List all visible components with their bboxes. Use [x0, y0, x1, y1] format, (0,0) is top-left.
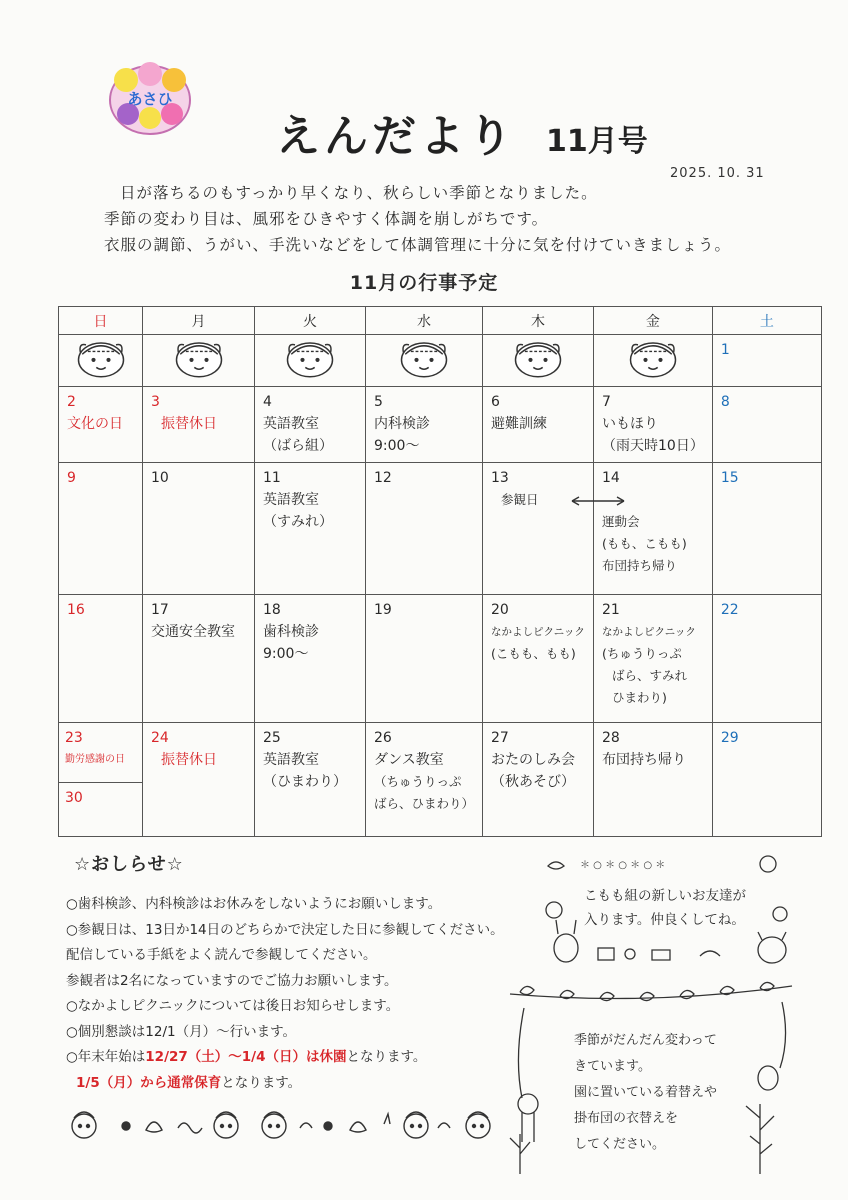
message-line: こもも組の新しいお友達が	[584, 888, 746, 904]
day-number: 1	[720, 342, 730, 358]
school-logo	[104, 58, 196, 138]
calendar-cell	[143, 595, 255, 723]
notice-title: ☆おしらせ☆	[74, 854, 184, 875]
event-label: ひまわり)	[612, 690, 667, 705]
event-label: 内科検診	[374, 416, 430, 432]
calendar-table	[58, 306, 822, 837]
calendar-cell	[366, 595, 483, 723]
message-line: してください。	[574, 1137, 666, 1152]
day-number: 17	[151, 602, 169, 618]
day-number: 30	[65, 790, 83, 806]
event-label: 参観日	[501, 492, 539, 507]
schedule-title: 11月の行事予定	[349, 272, 499, 294]
day-number: 14	[602, 470, 620, 486]
event-label: 布団持ち帰り	[602, 752, 687, 768]
calendar-cell	[483, 595, 594, 723]
day-number: 25	[263, 730, 281, 746]
calendar-week-4	[59, 595, 822, 723]
intro-line: 衣服の調節、うがい、手洗いなどをして体調管理に十分に気を付けていきましょう。	[104, 236, 732, 254]
calendar-week-1	[59, 335, 822, 387]
day-number: 29	[720, 730, 739, 746]
event-label: 運動会	[602, 514, 640, 529]
calendar-cell	[366, 387, 483, 463]
event-label: (もも、こもも)	[602, 536, 687, 551]
day-number: 9	[67, 470, 76, 486]
calendar-cell	[712, 335, 821, 387]
event-label: 振替休日	[161, 752, 217, 768]
calendar-cell	[712, 387, 821, 463]
day-number: 12	[374, 470, 392, 486]
event-label: いもほり	[602, 416, 659, 432]
calendar-cell	[59, 387, 143, 463]
day-number: 19	[374, 602, 392, 618]
calendar-cell	[255, 463, 366, 595]
calendar-week-2	[59, 387, 822, 463]
calendar-cell	[483, 723, 594, 837]
child-face-icon	[623, 337, 683, 379]
calendar-cell	[59, 463, 143, 595]
calendar-cell	[594, 387, 713, 463]
child-face-icon	[71, 337, 131, 379]
regular-care-text: 1/5（月）から通常保育	[76, 1074, 222, 1091]
weekday-fri: 金	[594, 307, 713, 335]
message-line: 入ります。仲良くしてね。	[584, 912, 745, 928]
notice-line: ○個別懇談は12/1（月）〜行います。	[66, 1023, 297, 1040]
day-number: 20	[491, 602, 509, 618]
event-label: 9:00〜	[374, 438, 420, 454]
event-label: 英語教室	[263, 492, 319, 508]
notice-line	[66, 1045, 504, 1071]
notice-line	[66, 1071, 504, 1097]
message-line: 季節がだんだん変わって	[574, 1033, 717, 1048]
day-number: 16	[67, 602, 85, 618]
child-face-icon	[394, 337, 454, 379]
notice-line: ○歯科検診、内科検診はお休みをしないようにお願いします。	[66, 896, 442, 912]
weekday-sun: 日	[59, 307, 143, 335]
event-label: ばら、ひまわり）	[374, 796, 475, 811]
message-line: 掛布団の衣替えを	[574, 1111, 679, 1126]
notice-text: ○年末年始は	[66, 1049, 146, 1065]
svg-text:＊ ○ ＊ ○ ＊ ○ ＊: ＊ ○ ＊ ○ ＊ ○ ＊	[580, 860, 666, 871]
autumn-decoration-border	[66, 1106, 506, 1142]
calendar-week-5	[59, 723, 822, 837]
calendar-cell	[143, 463, 255, 595]
day-number: 28	[602, 730, 620, 746]
calendar-cell	[483, 463, 594, 595]
child-face-icon	[169, 337, 229, 379]
event-label: おたのしみ会	[491, 752, 576, 768]
day-number: 27	[491, 730, 509, 746]
calendar-cell	[59, 595, 143, 723]
notice-line: ○なかよしピクニックについては後日お知らせします。	[66, 998, 400, 1014]
calendar-week-3	[59, 463, 822, 595]
weekday-thu: 木	[483, 307, 594, 335]
event-label: なかよしピクニック	[491, 626, 585, 638]
day-number: 5	[374, 394, 383, 410]
notice-line: 参観者は2名になっていますのでご協力お願いします。	[66, 972, 398, 989]
calendar-cell	[483, 387, 594, 463]
calendar-cell	[59, 723, 143, 837]
calendar-cell	[594, 335, 713, 387]
event-label: ばら、すみれ	[612, 668, 688, 683]
weekday-tue: 火	[255, 307, 366, 335]
weekday-header-row	[59, 307, 822, 335]
calendar-cell	[143, 335, 255, 387]
day-number: 22	[720, 602, 739, 618]
calendar-cell	[594, 595, 713, 723]
calendar-cell	[255, 595, 366, 723]
event-label: （ちゅうりっぷ	[374, 774, 462, 789]
event-label: 文化の日	[67, 416, 123, 432]
calendar-cell	[366, 463, 483, 595]
message-line: きています。	[574, 1059, 651, 1074]
day-number: 13	[491, 470, 509, 486]
calendar-cell	[59, 335, 143, 387]
event-label: 布団持ち帰り	[602, 558, 678, 573]
day-number: 23	[65, 730, 83, 746]
event-label: ダンス教室	[374, 752, 444, 768]
event-label: （雨天時10日）	[602, 438, 704, 454]
day-number: 11	[263, 470, 281, 486]
event-label: （ひまわり）	[263, 774, 347, 790]
event-label: 歯科検診	[263, 624, 319, 640]
day-number: 8	[720, 394, 730, 410]
event-label: 振替休日	[161, 416, 217, 432]
event-label: (ちゅうりっぷ	[602, 646, 682, 661]
day-number: 2	[67, 394, 76, 410]
day-number: 4	[263, 394, 272, 410]
day-number: 15	[720, 470, 739, 486]
day-number: 24	[151, 730, 169, 746]
day-number: 6	[491, 394, 500, 410]
event-label: 英語教室	[263, 416, 319, 432]
calendar-cell	[255, 387, 366, 463]
notice-list	[66, 892, 504, 1096]
message-line: 園に置いている着替えや	[574, 1085, 718, 1100]
calendar-cell	[143, 387, 255, 463]
event-label: 避難訓練	[491, 416, 548, 432]
event-label: （すみれ）	[263, 514, 333, 530]
issue-label: 11月号	[546, 124, 648, 159]
day-number: 3	[151, 394, 160, 410]
child-face-icon	[280, 337, 340, 379]
child-face-icon	[508, 337, 568, 379]
day-number: 10	[151, 470, 169, 486]
intro-line: 季節の変わり目は、風邪をひきやすく体調を崩しがちです。	[104, 210, 549, 228]
issue-date: 2025. 10. 31	[670, 166, 765, 181]
holiday-closure-text: 12/27（土）〜1/4（日）は休園	[145, 1049, 347, 1065]
event-label: （秋あそび）	[491, 774, 576, 790]
day-number: 21	[602, 602, 620, 618]
seasonal-clothing-message	[574, 1028, 717, 1158]
double-arrow-icon	[568, 494, 628, 508]
calendar-cell	[594, 463, 713, 595]
notice-text: となります。	[221, 1074, 302, 1091]
event-label: 9:00〜	[263, 646, 309, 662]
calendar-cell	[255, 335, 366, 387]
day-number: 18	[263, 602, 281, 618]
event-label: なかよしピクニック	[602, 626, 696, 638]
event-label: 英語教室	[263, 752, 319, 768]
notice-text: となります。	[346, 1049, 427, 1065]
day-number: 7	[602, 394, 611, 410]
calendar-cell	[366, 335, 483, 387]
event-label: 勤労感謝の日	[65, 754, 125, 765]
event-label: （ばら組）	[263, 438, 333, 454]
notice-line: 配信している手紙をよく読んで参観してください。	[66, 947, 377, 963]
new-friends-message	[584, 884, 746, 932]
weekday-wed: 水	[366, 307, 483, 335]
calendar-cell	[366, 723, 483, 837]
notice-line: ○参観日は、13日か14日のどちらかで決定した日に参観してください。	[66, 921, 504, 938]
event-label: 交通安全教室	[151, 624, 235, 640]
calendar-cell	[483, 335, 594, 387]
calendar-cell	[143, 723, 255, 837]
newsletter-title: えんだより	[276, 111, 516, 162]
intro-text	[104, 180, 731, 258]
calendar-cell	[712, 723, 821, 837]
event-label: (こもも、もも)	[491, 646, 576, 661]
weekday-mon: 月	[143, 307, 255, 335]
weekday-sat: 土	[712, 307, 821, 335]
calendar-cell	[712, 595, 821, 723]
logo-text: あさひ	[127, 90, 173, 108]
intro-line: 日が落ちるのもすっかり早くなり、秋らしい季節となりました。	[120, 184, 598, 202]
day-number: 26	[374, 730, 392, 746]
calendar-cell	[255, 723, 366, 837]
calendar-cell	[712, 463, 821, 595]
calendar-cell	[594, 723, 713, 837]
